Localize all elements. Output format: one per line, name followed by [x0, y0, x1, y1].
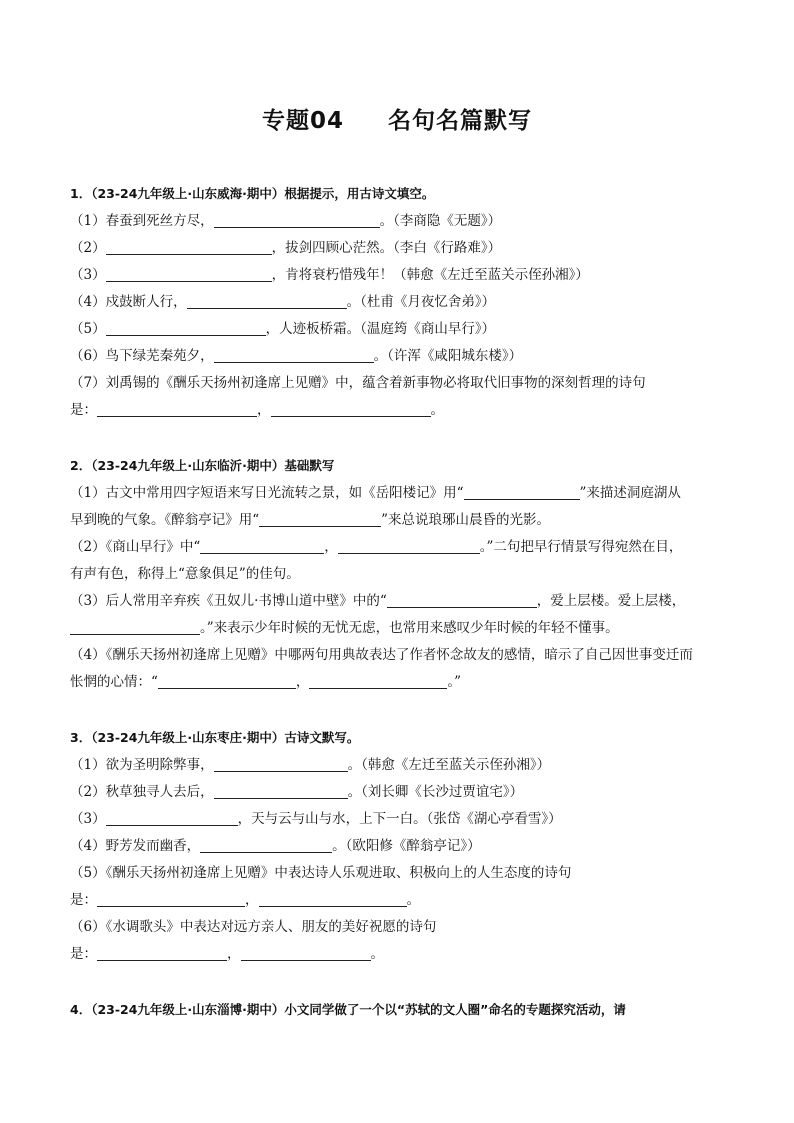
answer-blank[interactable]	[338, 538, 480, 554]
answer-blank[interactable]	[241, 945, 371, 961]
question-4	[70, 996, 730, 1024]
question-3-line: （5）《酬乐天扬州初逢席上见赠》中表达诗人乐观进取、积极向上的人生态度的诗句	[70, 865, 572, 881]
answer-blank[interactable]	[97, 891, 245, 907]
page-title	[0, 102, 794, 135]
question-1-line: （2） ，拔剑四顾心茫然。（李白《行路难》）	[70, 240, 502, 256]
question-4-heading: 4．（23-24九年级上·山东淄博·期中）小文同学做了一个以“苏轼的文人圈”命名的专题探究活动，请	[70, 1002, 626, 1017]
question-3-line: （1）欲为圣明除弊事， 。（韩愈《左迁至蓝关示侄孙湘》）	[70, 757, 551, 773]
question-3-line: （2）秋草独寻人去后， 。（刘长卿《长沙过贾谊宅》）	[70, 784, 524, 800]
answer-blank[interactable]	[271, 401, 431, 417]
question-2-line: （2）《商山早行》中“ ， 。”二句把早行情景写得宛然在目，	[70, 539, 683, 555]
answer-blank[interactable]	[214, 347, 374, 363]
answer-blank[interactable]	[387, 592, 537, 608]
answer-blank[interactable]	[97, 401, 257, 417]
question-2-line: 早到晚的气象。《醉翁亭记》用“ ”来总说琅琊山晨昏的光影。	[70, 512, 551, 528]
question-2	[70, 452, 730, 696]
question-2-heading: 2．（23-24九年级上·山东临沂·期中）基础默写	[70, 458, 335, 473]
question-3-line: 是： ， 。	[70, 946, 384, 962]
answer-blank[interactable]	[200, 538, 324, 554]
title-topic-name: 名句名篇默写	[388, 108, 532, 134]
answer-blank[interactable]	[106, 239, 272, 255]
question-1-line: 是： ， 。	[70, 402, 444, 418]
question-3-heading: 3．（23-24九年级上·山东枣庄·期中）古诗文默写。	[70, 730, 360, 745]
question-2-line: 怅惘的心情：“ ， 。”	[70, 674, 462, 690]
question-3	[70, 724, 730, 968]
answer-blank[interactable]	[158, 673, 296, 689]
answer-blank[interactable]	[200, 837, 332, 853]
question-2-line: （1）古文中常用四字短语来写日光流转之景，如《岳阳楼记》用“ ”来描述洞庭湖从	[70, 485, 681, 501]
answer-blank[interactable]	[106, 266, 272, 282]
question-1	[70, 180, 730, 424]
question-3-line: 是： ， 。	[70, 892, 420, 908]
question-3-line: （3） ，天与云与山与水，上下一白。（张岱《湖心亭看雪》）	[70, 811, 562, 827]
question-1-line: （1）春蚕到死丝方尽， 。（李商隐《无题》）	[70, 213, 502, 229]
answer-blank[interactable]	[214, 756, 348, 772]
question-3-line: （6）《水调歌头》中表达对远方亲人、朋友的美好祝愿的诗句	[70, 919, 437, 935]
title-topic-number: 专题04	[261, 108, 344, 134]
question-1-heading: 1．（23-24九年级上·山东威海·期中）根据提示，用古诗文填空。	[70, 186, 435, 201]
question-1-line: （6）鸟下绿芜秦苑夕， 。（许浑《咸阳城东楼》）	[70, 348, 523, 364]
question-2-line: 。”来表示少年时候的无忧无虑，也常用来感叹少年时候的年轻不懂事。	[70, 615, 730, 642]
question-1-line: （7）刘禹锡的《酬乐天扬州初逢席上见赠》中，蕴含着新事物必将取代旧事物的深刻哲理的诗句	[70, 375, 646, 391]
answer-blank[interactable]	[259, 511, 381, 527]
answer-blank[interactable]	[106, 810, 238, 826]
answer-blank[interactable]	[106, 320, 266, 336]
question-1-line: （3） ，肯将衰朽惜残年！（韩愈《左迁至蓝关示侄孙湘》）	[70, 267, 589, 283]
answer-blank[interactable]	[70, 619, 200, 635]
question-2-line: （4）《酬乐天扬州初逢席上见赠》中哪两句用典故表达了作者怀念故友的感情，暗示了自己因世事变迁而	[70, 647, 693, 663]
answer-blank[interactable]	[214, 212, 380, 228]
answer-blank[interactable]	[259, 891, 407, 907]
answer-blank[interactable]	[187, 293, 347, 309]
question-2-line: 有声有色，称得上“意象俱足”的佳句。	[70, 566, 300, 582]
question-1-line: （4）戍鼓断人行， 。（杜甫《月夜忆舍弟》）	[70, 294, 496, 310]
answer-blank[interactable]	[464, 484, 580, 500]
answer-blank[interactable]	[309, 673, 447, 689]
answer-blank[interactable]	[214, 783, 348, 799]
answer-blank[interactable]	[97, 945, 227, 961]
question-2-line: （3）后人常用辛弃疾《丑奴儿·书博山道中壁》中的“ ，爱上层楼。爱上层楼，	[70, 593, 686, 609]
question-3-line: （4）野芳发而幽香， 。（欧阳修《醉翁亭记》）	[70, 838, 481, 854]
question-1-line: （5） ，人迹板桥霜。（温庭筠《商山早行》）	[70, 321, 496, 337]
